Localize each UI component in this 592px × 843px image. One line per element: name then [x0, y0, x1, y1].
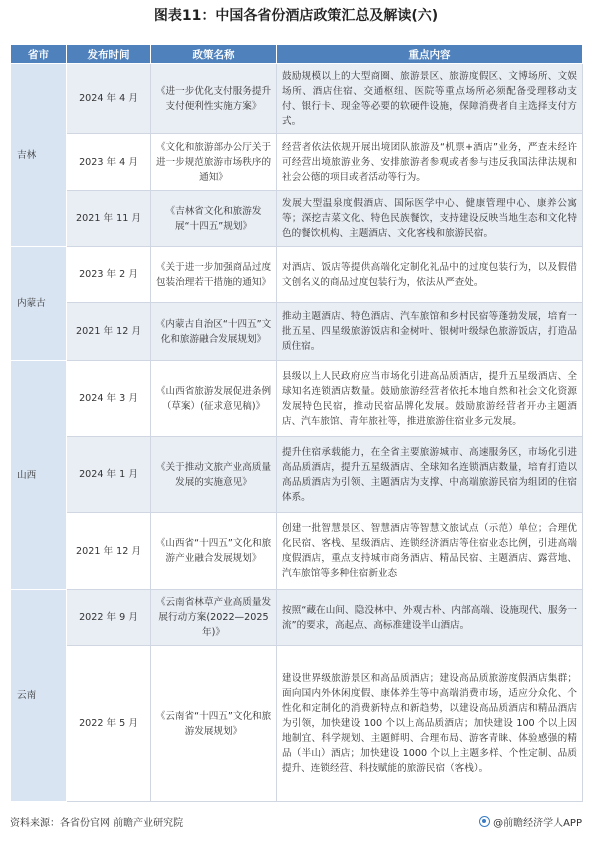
date-cell: 2021 年 12 月 [67, 303, 151, 361]
policy-name-cell: 《云南省林草产业高质量发展行动方案(2022—2025 年)》 [151, 590, 277, 646]
header-key-content: 重点内容 [277, 45, 583, 64]
content-cell: 县级以上人民政府应当市场化引进高品质酒店，提升五星级酒店、全球知名连锁酒店数量。鼓励旅游经营者依托本地自然和社会文化资源发展特色民宿，推动民宿品牌化发展。鼓励旅游经营者开办主题酒店、汽车旅馆、青年旅社等，推进旅游住宿业多元发展。 [277, 361, 583, 437]
date-cell: 2024 年 4 月 [67, 64, 151, 134]
table-row [11, 361, 583, 437]
date-cell: 2024 年 3 月 [67, 361, 151, 437]
footer [10, 814, 582, 832]
province-cell: 云南 [11, 590, 67, 802]
policy-name-cell: 《云南省“十四五”文化和旅游发展规划》 [151, 646, 277, 802]
table-row [11, 134, 583, 191]
table-row [11, 590, 583, 646]
policy-name-cell: 《山西省旅游发展促进条例（草案）(征求意见稿)》 [151, 361, 277, 437]
policy-name-cell: 《山西省“十四五”文化和旅游产业融合发展规划》 [151, 513, 277, 590]
header-policy-name: 政策名称 [151, 45, 277, 64]
table-row [11, 191, 583, 247]
date-cell: 2024 年 1 月 [67, 437, 151, 513]
province-cell: 山西 [11, 361, 67, 590]
date-cell: 2023 年 2 月 [67, 247, 151, 303]
header-date: 发布时间 [67, 45, 151, 64]
policy-name-cell: 《文化和旅游部办公厅关于进一步规范旅游市场秩序的通知》 [151, 134, 277, 191]
brand-text: @前瞻经济学人APP [493, 818, 582, 829]
content-cell: 对酒店、饭店等提供高端化定制化礼品中的过度包装行为，以及假借文创名义的商品过度包装行为，依法从严查处。 [277, 247, 583, 303]
policy-name-cell: 《关于进一步加强商品过度包装治理若干措施的通知》 [151, 247, 277, 303]
date-cell: 2021 年 11 月 [67, 191, 151, 247]
content-cell: 建设世界级旅游景区和高品质酒店；建设高品质旅游度假酒店集群；面向国内外休闲度假、康体养生等中高端消费市场，适应分众化、个性化和定制化的消费新特点和新趋势，以建设高品质酒店和精品酒店为引领，加快建设 100 个以上高品质酒店；加快建设 100 个以上因地制宜、科学规划、主题鲜明、合理布局、游客青睐、体验感强的精品（半山）酒店；加快建设 1000 个以上主题多样、个性定制、品质提升、连锁经营、科技赋能的旅游民宿（客栈）。 [277, 646, 583, 802]
province-cell: 吉林 [11, 64, 67, 247]
content-cell: 按照“藏在山间、隐没林中、外观古朴、内部高端、设施现代、服务一流”的要求，高起点、高标准建设半山酒店。 [277, 590, 583, 646]
table-row [11, 646, 583, 802]
brand-credit [479, 814, 582, 829]
table-row [11, 247, 583, 303]
table-header-row [11, 45, 583, 64]
date-cell: 2021 年 12 月 [67, 513, 151, 590]
table-row [11, 513, 583, 590]
qianzhan-logo-icon [479, 816, 490, 827]
source-note: 资料来源：各省份官网 前瞻产业研究院 [10, 818, 184, 829]
content-cell: 推动主题酒店、特色酒店、汽车旅馆和乡村民宿等蓬勃发展，培育一批五星、四星级旅游饭店和金树叶、银树叶级绿色旅游饭店，打造品质住宿。 [277, 303, 583, 361]
page-title: 图表11：中国各省份酒店政策汇总及解读(六) [153, 8, 439, 24]
date-cell: 2022 年 9 月 [67, 590, 151, 646]
policy-name-cell: 《关于推动文旅产业高质量发展的实施意见》 [151, 437, 277, 513]
content-cell: 提升住宿承载能力，在全省主要旅游城市、高速服务区，市场化引进高品质酒店，提升五星级酒店、全球知名连锁酒店数量，培育打造以高品质酒店为引领、主题酒店为支撑、中高端旅游民宿为组团的住宿体系。 [277, 437, 583, 513]
policy-name-cell: 《内蒙古自治区“十四五”文化和旅游融合发展规划》 [151, 303, 277, 361]
policy-name-cell: 《进一步优化支付服务提升支付便利性实施方案》 [151, 64, 277, 134]
header-province: 省市 [11, 45, 67, 64]
policy-name-cell: 《吉林省文化和旅游发展“十四五”规划》 [151, 191, 277, 247]
content-cell: 发展大型温泉度假酒店、国际医学中心、健康管理中心、康养公寓等；深挖吉菜文化、特色民族餐饮，支持建设反映当地生态和文化特色的餐饮机构、主题酒店、文化客栈和旅游民宿。 [277, 191, 583, 247]
table-row [11, 64, 583, 134]
content-cell: 经营者依法依规开展出境团队旅游及“机票+酒店”业务，严查未经许可经营出境旅游业务、安排旅游者参观或者参与违反我国法律法规和社会公德的项目或者活动等行为。 [277, 134, 583, 191]
date-cell: 2022 年 5 月 [67, 646, 151, 802]
table-row [11, 303, 583, 361]
table-row [11, 437, 583, 513]
content-cell: 鼓励规模以上的大型商圈、旅游景区、旅游度假区、文博场所、文娱场所、酒店住宿、交通枢纽、医院等重点场所必须配备受理移动支付、银行卡、现金等必要的软硬件设施，保障消费者自主选择支付方式。 [277, 64, 583, 134]
content-cell: 创建一批智慧景区、智慧酒店等智慧文旅试点（示范）单位；合理优化民宿、客栈、星级酒店、连锁经济酒店等住宿业态比例，引进高端度假酒店，重点支持城市商务酒店、精品民宿、主题酒店、露营地、汽车旅馆等多种住宿新业态 [277, 513, 583, 590]
policy-table [10, 44, 583, 802]
date-cell: 2023 年 4 月 [67, 134, 151, 191]
province-cell: 内蒙古 [11, 247, 67, 361]
